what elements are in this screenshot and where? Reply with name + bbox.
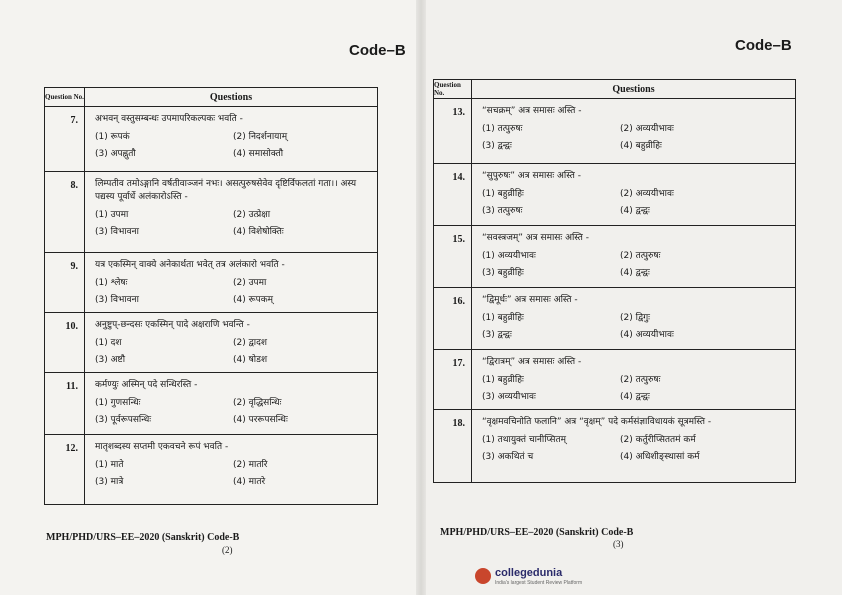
option-4: (4) षोडश — [233, 355, 268, 365]
option-2: (2) द्विगुः — [620, 313, 651, 323]
question-stem: “सचक्रम्” अत्र समासः अस्ति - — [482, 106, 582, 116]
question-row — [434, 410, 796, 483]
questions-header: Questions — [85, 88, 378, 107]
option-2: (2) तत्पुरुषः — [620, 375, 661, 385]
options-grid — [85, 126, 377, 159]
option-1: (1) दश — [95, 338, 122, 348]
watermark-tagline: India's largest Student Review Platform — [495, 580, 583, 586]
question-stem: अनुष्टुप्-छन्दसः एकस्मिन् पादे अक्षराणि भवन्ति - — [95, 320, 250, 330]
question-stem: “द्विमूर्धः” अत्र समासः अस्ति - — [482, 295, 578, 305]
question-body — [472, 350, 796, 410]
option-3: (3) विभावना — [95, 295, 139, 305]
question-body — [85, 107, 378, 172]
option-3: (3) विभावना — [95, 227, 139, 237]
question-row — [45, 313, 378, 373]
option-1: (1) माते — [95, 460, 124, 470]
question-stem: कर्मण्युः अस्मिन् पदे सन्धिरस्ति - — [95, 380, 198, 390]
option-2: (2) कर्तुरीप्सिततमं कर्म — [620, 435, 696, 445]
page-gutter — [416, 0, 426, 595]
option-2: (2) निदर्शनायाम् — [233, 132, 288, 142]
option-3: (3) अकथितं च — [482, 452, 534, 462]
option-1: (1) उपमा — [95, 210, 129, 220]
option-3: (3) तत्पुरुषः — [482, 206, 523, 216]
option-1: (1) तथायुक्तं चानीप्सितम् — [482, 435, 566, 445]
right-question-table — [433, 79, 796, 483]
option-4: (4) पररूपसन्धिः — [233, 415, 288, 425]
options-grid — [85, 454, 377, 487]
left-page-number: (2) — [222, 545, 233, 555]
question-body — [85, 253, 378, 313]
question-row — [434, 99, 796, 164]
option-4: (4) समासोक्तौ — [233, 149, 284, 159]
right-footer: MPH/PHD/URS–EE–2020 (Sanskrit) Code-B — [440, 527, 634, 538]
options-grid — [472, 183, 795, 216]
question-row — [434, 226, 796, 288]
left-code-label: Code–B — [349, 42, 406, 59]
options-grid — [85, 272, 377, 305]
option-3: (3) मात्रे — [95, 477, 124, 487]
question-number: 18. — [434, 410, 472, 483]
question-row — [45, 172, 378, 253]
question-body — [472, 99, 796, 164]
question-row — [434, 164, 796, 226]
qno-header: Question No. — [45, 88, 85, 107]
option-1: (1) बहुव्रीहिः — [482, 375, 524, 385]
option-3: (3) द्वन्द्वः — [482, 141, 512, 151]
option-2: (2) वृद्धिसन्धिः — [233, 398, 282, 408]
question-number: 13. — [434, 99, 472, 164]
option-1: (1) श्लेषः — [95, 278, 128, 288]
question-row — [434, 288, 796, 350]
option-2: (2) अव्ययीभावः — [620, 124, 674, 134]
question-row — [434, 350, 796, 410]
question-number: 9. — [45, 253, 85, 313]
option-4: (4) रूपकम् — [233, 295, 274, 305]
question-body — [472, 410, 796, 483]
qno-header: Question No. — [434, 80, 472, 99]
left-footer: MPH/PHD/URS–EE–2020 (Sanskrit) Code-B — [46, 532, 240, 543]
question-stem: “द्विरात्रम्” अत्र समासः अस्ति - — [482, 357, 582, 367]
question-body — [472, 164, 796, 226]
option-3: (3) अष्टौ — [95, 355, 126, 365]
options-grid — [472, 369, 795, 402]
question-stem: लिम्पतीव तमोऽङ्गानि वर्षतीवाञ्जनं नभः। असत्पुरुषसेवेव दृष्टिर्विफलतां गता।। अस्य पद्यस्य पूर्वार्धे अलंकारोऽस्ति - — [95, 179, 357, 202]
option-1: (1) रूपकं — [95, 132, 130, 142]
question-stem: “सुपुरुषः” अत्र समासः अस्ति - — [482, 171, 581, 181]
options-grid — [85, 332, 377, 365]
question-stem: “सवस्त्रजम्” अत्र समासः अस्ति - — [482, 233, 590, 243]
option-2: (2) अव्ययीभावः — [620, 189, 674, 199]
options-grid — [472, 118, 795, 151]
option-4: (4) द्वन्द्वः — [620, 392, 650, 402]
option-4: (4) विशेषोक्तिः — [233, 227, 284, 237]
option-1: (1) गुणसन्धिः — [95, 398, 141, 408]
collegedunia-logo-icon — [475, 568, 491, 584]
question-body — [472, 288, 796, 350]
question-number: 7. — [45, 107, 85, 172]
question-number: 12. — [45, 435, 85, 505]
option-4: (4) मातरे — [233, 477, 266, 487]
questions-header: Questions — [472, 80, 796, 99]
option-3: (3) पूर्वरूपसन्धिः — [95, 415, 152, 425]
question-body — [85, 373, 378, 435]
question-number: 10. — [45, 313, 85, 373]
question-stem: मातृशब्दस्य सप्तमी एकवचने रूपं भवति - — [95, 442, 229, 452]
question-number: 16. — [434, 288, 472, 350]
question-body — [85, 172, 378, 253]
right-code-label: Code–B — [735, 37, 792, 54]
option-4: (4) द्वन्द्वः — [620, 268, 650, 278]
left-question-table — [44, 87, 378, 505]
option-2: (2) उत्प्रेक्षा — [233, 210, 271, 220]
option-1: (1) बहुव्रीहिः — [482, 313, 524, 323]
option-2: (2) उपमा — [233, 278, 267, 288]
option-3: (3) द्वन्द्वः — [482, 330, 512, 340]
question-row — [45, 253, 378, 313]
question-number: 14. — [434, 164, 472, 226]
option-2: (2) मातरि — [233, 460, 268, 470]
options-grid — [85, 392, 377, 425]
option-1: (1) तत्पुरुषः — [482, 124, 523, 134]
question-row — [45, 435, 378, 505]
question-number: 8. — [45, 172, 85, 253]
option-1: (1) बहुव्रीहिः — [482, 189, 524, 199]
options-grid — [472, 429, 795, 462]
option-1: (1) अव्ययीभावः — [482, 251, 536, 261]
option-4: (4) बहुव्रीहिः — [620, 141, 662, 151]
question-number: 15. — [434, 226, 472, 288]
options-grid — [472, 245, 795, 278]
option-2: (2) तत्पुरुषः — [620, 251, 661, 261]
collegedunia-watermark — [475, 566, 585, 590]
option-4: (4) द्वन्द्वः — [620, 206, 650, 216]
watermark-name: collegedunia — [495, 567, 563, 579]
question-stem: “वृक्षमवचिनोति फलानि” अत्र “वृक्षम्” पदे कर्मसंज्ञाविधायकं सूत्रमस्ति - — [482, 417, 712, 427]
question-row — [45, 107, 378, 172]
option-2: (2) द्वादश — [233, 338, 268, 348]
question-body — [472, 226, 796, 288]
question-stem: अभवन् वस्तुसम्बन्धः उपमापरिकल्पकः भवति - — [95, 114, 243, 124]
question-stem: यत्र एकस्मिन् वाक्ये अनेकार्थता भवेत् तत्र अलंकारो भवति - — [95, 260, 285, 270]
option-3: (3) अपह्नुतौ — [95, 149, 136, 159]
option-4: (4) अधिशीङ्स्थासां कर्म — [620, 452, 700, 462]
option-4: (4) अव्ययीभावः — [620, 330, 674, 340]
right-page-number: (3) — [613, 539, 624, 549]
question-number: 11. — [45, 373, 85, 435]
question-body — [85, 435, 378, 505]
options-grid — [85, 204, 377, 237]
question-row — [45, 373, 378, 435]
option-3: (3) बहुव्रीहिः — [482, 268, 524, 278]
options-grid — [472, 307, 795, 340]
question-number: 17. — [434, 350, 472, 410]
question-body — [85, 313, 378, 373]
option-3: (3) अव्ययीभावः — [482, 392, 536, 402]
